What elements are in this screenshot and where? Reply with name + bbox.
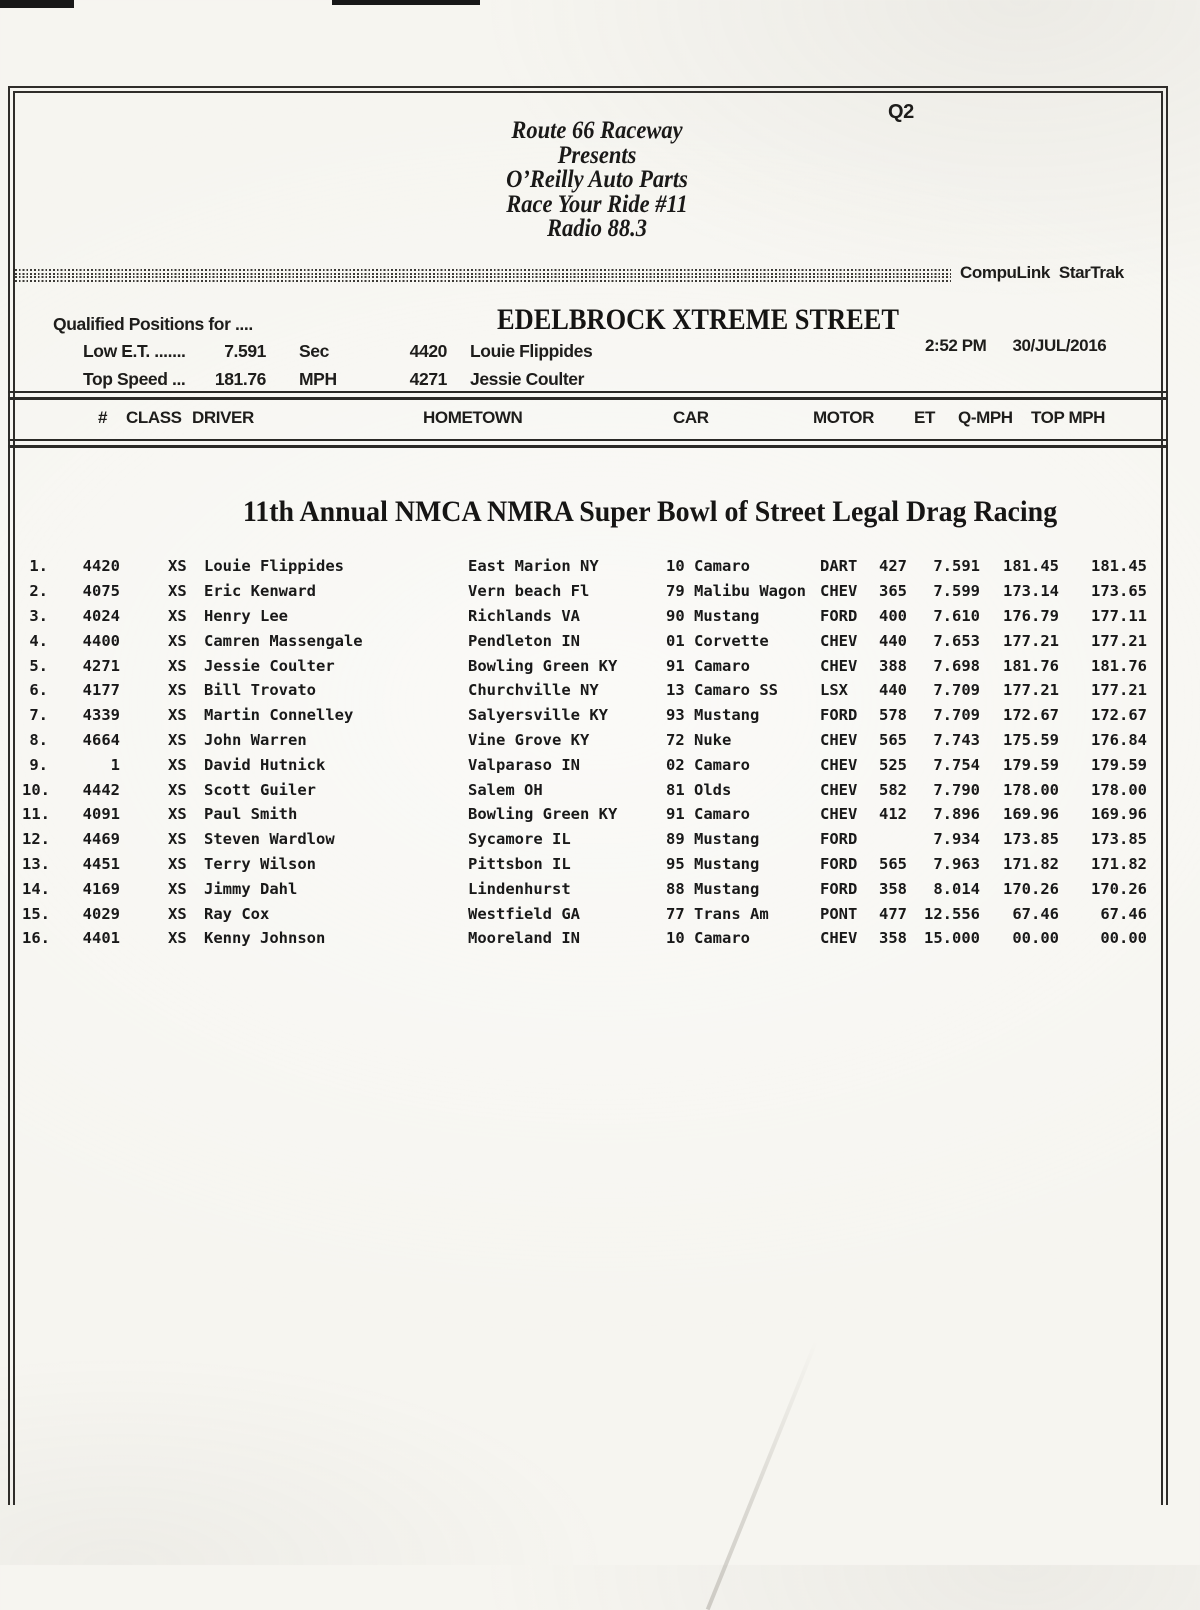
cell-car: 91 Camaro (666, 656, 750, 675)
low-et-line (83, 341, 723, 363)
cell-hometown: East Marion NY (468, 557, 599, 576)
cell-motor: LSX (820, 681, 848, 700)
cell-car-number: 4169 (82, 879, 120, 898)
cell-et: 15.000 (924, 929, 980, 948)
cell-motor: CHEV (820, 656, 858, 675)
cell-qmph: 67.46 (1012, 904, 1059, 923)
header-rule-top (8, 391, 1168, 400)
cell-class: XS (168, 557, 187, 576)
qualified-positions-heading: Qualified Positions for .... (53, 314, 253, 334)
table-row (15, 653, 1147, 678)
cell-class: XS (168, 755, 187, 774)
cell-driver: Steven Wardlow (204, 830, 335, 849)
cell-class: XS (168, 929, 187, 948)
cell-class: XS (168, 606, 187, 625)
cell-car-number: 4400 (82, 631, 120, 650)
cell-position: 13. (22, 854, 50, 873)
table-row (15, 901, 1147, 926)
cell-driver: Louie Flippides (204, 557, 344, 576)
cell-car-number: 4024 (82, 606, 120, 625)
cell-motor: FORD (820, 606, 858, 625)
event-header-line: Presents (557, 141, 637, 169)
cell-class: XS (168, 780, 187, 799)
cell-hometown: Mooreland IN (468, 929, 580, 948)
cell-et: 7.963 (933, 854, 980, 873)
cell-driver: Kenny Johnson (204, 929, 326, 948)
column-header-motor: MOTOR (813, 408, 874, 427)
cell-qmph: 176.79 (1003, 606, 1059, 625)
cell-cubic-inches: 358 (879, 929, 907, 948)
cell-driver: Jimmy Dahl (204, 879, 298, 898)
event-header-line: Route 66 Raceway (511, 117, 683, 144)
top-speed-car-number: 4271 (409, 369, 447, 389)
header-rule-bottom (8, 439, 1168, 448)
cell-car-number: 1 (110, 755, 120, 774)
table-row (15, 827, 1147, 852)
cell-motor: CHEV (820, 582, 858, 601)
cell-cubic-inches: 582 (879, 780, 907, 799)
cell-motor: CHEV (820, 755, 858, 774)
cell-cubic-inches: 400 (879, 606, 907, 625)
table-row (15, 876, 1147, 901)
cell-qmph: 181.76 (1003, 656, 1059, 675)
cell-cubic-inches: 477 (879, 904, 907, 923)
system-brand (960, 263, 1124, 283)
scan-edge-artifact (0, 0, 74, 8)
cell-hometown: Valparaso IN (468, 755, 580, 774)
cell-class: XS (168, 830, 187, 849)
cell-class: XS (168, 706, 187, 725)
table-row (15, 703, 1147, 728)
cell-qmph: 169.96 (1003, 805, 1059, 824)
cell-qmph: 170.26 (1003, 879, 1059, 898)
qualifying-table (15, 554, 1147, 951)
page-frame (8, 86, 1168, 1505)
system-brand-name: CompuLink (960, 263, 1050, 282)
cell-hometown: Vine Grove KY (468, 730, 590, 749)
cell-position: 15. (22, 904, 50, 923)
cell-class: XS (168, 656, 187, 675)
column-header-class: CLASS (126, 408, 182, 427)
cell-qmph: 179.59 (1003, 755, 1059, 774)
cell-car: 01 Corvette (666, 631, 769, 650)
cell-car: 90 Mustang (666, 606, 760, 625)
cell-driver: Henry Lee (204, 606, 288, 625)
top-speed-driver: Jessie Coulter (470, 369, 585, 389)
cell-position: 9. (29, 755, 48, 774)
cell-motor: PONT (820, 904, 858, 923)
cell-qmph: 181.45 (1003, 557, 1059, 576)
top-speed-value: 181.76 (214, 369, 266, 389)
top-speed-label: Top Speed ... (83, 369, 186, 389)
cell-et: 7.591 (933, 557, 980, 576)
cell-car-number: 4091 (82, 805, 120, 824)
cell-et: 7.743 (933, 730, 980, 749)
cell-qmph: 175.59 (1003, 730, 1059, 749)
low-et-value: 7.591 (224, 341, 266, 361)
cell-cubic-inches: 565 (879, 854, 907, 873)
cell-driver: Camren Massengale (204, 631, 363, 650)
table-row (15, 728, 1147, 753)
cell-topmph: 178.00 (1091, 780, 1147, 799)
cell-et: 7.709 (933, 681, 980, 700)
cell-position: 3. (29, 606, 48, 625)
cell-position: 2. (29, 582, 48, 601)
cell-driver: Bill Trovato (204, 681, 316, 700)
cell-driver: John Warren (204, 730, 307, 749)
event-title: 11th Annual NMCA NMRA Super Bowl of Street Legal Drag Racing (242, 495, 1058, 528)
cell-topmph: 173.65 (1091, 582, 1147, 601)
cell-car-number: 4075 (82, 582, 120, 601)
cell-driver: Jessie Coulter (204, 656, 335, 675)
cell-car: 10 Camaro (666, 929, 750, 948)
cell-cubic-inches: 365 (879, 582, 907, 601)
dotted-separator-row (15, 269, 951, 271)
sheet-code: Q2 (888, 101, 914, 123)
cell-cubic-inches: 427 (879, 557, 907, 576)
cell-et: 7.653 (933, 631, 980, 650)
cell-driver: Martin Connelley (204, 706, 354, 725)
cell-motor: CHEV (820, 929, 858, 948)
cell-class: XS (168, 730, 187, 749)
cell-position: 10. (22, 780, 50, 799)
cell-topmph: 00.00 (1100, 929, 1147, 948)
cell-topmph: 169.96 (1091, 805, 1147, 824)
cell-qmph: 172.67 (1003, 706, 1059, 725)
cell-position: 16. (22, 929, 50, 948)
cell-qmph: 178.00 (1003, 780, 1059, 799)
cell-class: XS (168, 805, 187, 824)
cell-cubic-inches: 412 (879, 805, 907, 824)
scan-edge-artifact (332, 0, 480, 5)
column-header-number: # (98, 408, 108, 427)
print-time: 2:52 PM (925, 336, 987, 355)
cell-cubic-inches: 565 (879, 730, 907, 749)
low-et-car-number: 4420 (409, 341, 447, 361)
cell-driver: Paul Smith (204, 805, 298, 824)
cell-motor: CHEV (820, 631, 858, 650)
cell-class: XS (168, 904, 187, 923)
cell-hometown: Pendleton IN (468, 631, 580, 650)
cell-hometown: Richlands VA (468, 606, 580, 625)
dotted-separator-row (15, 273, 951, 275)
cell-motor: FORD (820, 879, 858, 898)
column-header-qmph: Q-MPH (958, 408, 1013, 427)
cell-et: 7.610 (933, 606, 980, 625)
cell-hometown: Pittsbon IL (468, 854, 571, 873)
cell-motor: CHEV (820, 730, 858, 749)
table-row (15, 554, 1147, 579)
cell-driver: David Hutnick (204, 755, 326, 774)
cell-car: 72 Nuke (666, 730, 732, 749)
cell-cubic-inches: 388 (879, 656, 907, 675)
cell-hometown: Bowling Green KY (468, 805, 618, 824)
cell-qmph: 173.85 (1003, 830, 1059, 849)
cell-position: 8. (29, 730, 48, 749)
column-header-car: CAR (673, 408, 709, 427)
cell-driver: Eric Kenward (204, 582, 316, 601)
cell-motor: DART (820, 557, 858, 576)
cell-cubic-inches: 578 (879, 706, 907, 725)
cell-et: 12.556 (924, 904, 980, 923)
cell-car: 79 Malibu Wagon (666, 582, 806, 601)
low-et-unit: Sec (299, 341, 329, 361)
cell-qmph: 177.21 (1003, 631, 1059, 650)
cell-qmph: 171.82 (1003, 854, 1059, 873)
cell-motor: FORD (820, 830, 858, 849)
table-row (15, 579, 1147, 604)
cell-car: 81 Olds (666, 780, 732, 799)
cell-hometown: Lindenhurst (468, 879, 571, 898)
cell-hometown: Westfield GA (468, 904, 580, 923)
cell-car: 88 Mustang (666, 879, 760, 898)
cell-hometown: Bowling Green KY (468, 656, 618, 675)
cell-topmph: 172.67 (1091, 706, 1147, 725)
cell-hometown: Salem OH (468, 780, 543, 799)
cell-motor: CHEV (820, 805, 858, 824)
cell-cubic-inches: 358 (879, 879, 907, 898)
column-header-driver: DRIVER (192, 408, 254, 427)
cell-topmph: 171.82 (1091, 854, 1147, 873)
cell-car: 91 Camaro (666, 805, 750, 824)
table-row (15, 752, 1147, 777)
cell-class: XS (168, 879, 187, 898)
column-header-et: ET (914, 408, 935, 427)
cell-driver: Ray Cox (204, 904, 270, 923)
cell-car: 95 Mustang (666, 854, 760, 873)
class-title: EDELBROCK XTREME STREET (497, 303, 899, 336)
cell-class: XS (168, 631, 187, 650)
cell-topmph: 177.11 (1091, 606, 1147, 625)
cell-position: 6. (29, 681, 48, 700)
cell-car-number: 4451 (82, 854, 120, 873)
cell-car-number: 4401 (82, 929, 120, 948)
cell-motor: FORD (820, 854, 858, 873)
event-header-line: O’Reilly Auto Parts (506, 166, 688, 193)
event-header-line: Radio 88.3 (546, 215, 648, 242)
cell-hometown: Vern beach Fl (468, 582, 590, 601)
cell-driver: Scott Guiler (204, 780, 316, 799)
cell-position: 7. (29, 706, 48, 725)
cell-car-number: 4271 (82, 656, 120, 675)
cell-motor: FORD (820, 706, 858, 725)
cell-position: 11. (22, 805, 50, 824)
table-header (15, 408, 1161, 434)
cell-position: 14. (22, 879, 50, 898)
cell-topmph: 177.21 (1091, 631, 1147, 650)
cell-position: 1. (29, 557, 48, 576)
cell-et: 7.698 (933, 656, 980, 675)
cell-topmph: 177.21 (1091, 681, 1147, 700)
cell-et: 8.014 (933, 879, 980, 898)
cell-class: XS (168, 681, 187, 700)
cell-topmph: 181.76 (1091, 656, 1147, 675)
cell-et: 7.934 (933, 830, 980, 849)
table-row (15, 628, 1147, 653)
dotted-separator-row (15, 276, 951, 278)
cell-car-number: 4469 (82, 830, 120, 849)
cell-topmph: 179.59 (1091, 755, 1147, 774)
cell-position: 12. (22, 830, 50, 849)
cell-cubic-inches: 440 (879, 681, 907, 700)
cell-car: 77 Trans Am (666, 904, 769, 923)
cell-et: 7.754 (933, 755, 980, 774)
dotted-separator-row (15, 280, 951, 282)
cell-class: XS (168, 582, 187, 601)
dotted-separator (15, 269, 951, 283)
cell-et: 7.599 (933, 582, 980, 601)
cell-driver: Terry Wilson (204, 854, 316, 873)
cell-position: 5. (29, 656, 48, 675)
cell-hometown: Salyersville KY (468, 706, 608, 725)
cell-topmph: 176.84 (1091, 730, 1147, 749)
table-row (15, 802, 1147, 827)
cell-cubic-inches: 440 (879, 631, 907, 650)
table-row (15, 678, 1147, 703)
cell-et: 7.709 (933, 706, 980, 725)
cell-topmph: 170.26 (1091, 879, 1147, 898)
cell-car-number: 4420 (82, 557, 120, 576)
column-header-topmph: TOP MPH (1031, 408, 1106, 427)
column-header-hometown: HOMETOWN (423, 408, 523, 427)
cell-et: 7.790 (933, 780, 980, 799)
top-speed-line (83, 369, 723, 391)
cell-topmph: 67.46 (1100, 904, 1147, 923)
cell-motor: CHEV (820, 780, 858, 799)
cell-qmph: 173.14 (1003, 582, 1059, 601)
cell-position: 4. (29, 631, 48, 650)
table-row (15, 777, 1147, 802)
cell-hometown: Churchville NY (468, 681, 599, 700)
cell-car: 13 Camaro SS (666, 681, 778, 700)
cell-car: 93 Mustang (666, 706, 760, 725)
table-row (15, 604, 1147, 629)
cell-qmph: 177.21 (1003, 681, 1059, 700)
event-header (390, 119, 804, 242)
cell-car-number: 4664 (82, 730, 120, 749)
cell-car-number: 4177 (82, 681, 120, 700)
low-et-label: Low E.T. ....... (83, 341, 186, 361)
cell-topmph: 173.85 (1091, 830, 1147, 849)
cell-et: 7.896 (933, 805, 980, 824)
cell-cubic-inches: 525 (879, 755, 907, 774)
cell-car: 89 Mustang (666, 830, 760, 849)
cell-car-number: 4339 (82, 706, 120, 725)
cell-hometown: Sycamore IL (468, 830, 571, 849)
cell-topmph: 181.45 (1091, 557, 1147, 576)
cell-car: 10 Camaro (666, 557, 750, 576)
top-speed-unit: MPH (299, 369, 337, 389)
table-row (15, 926, 1147, 951)
system-brand-product: StarTrak (1058, 263, 1124, 282)
cell-car-number: 4029 (82, 904, 120, 923)
print-info (925, 336, 1106, 356)
low-et-driver: Louie Flippides (470, 341, 593, 361)
cell-car-number: 4442 (82, 780, 120, 799)
cell-qmph: 00.00 (1012, 929, 1059, 948)
table-row (15, 852, 1147, 877)
cell-car: 02 Camaro (666, 755, 750, 774)
event-header-line: Race Your Ride #11 (506, 190, 688, 218)
cell-class: XS (168, 854, 187, 873)
print-date: 30/JUL/2016 (1012, 336, 1107, 355)
